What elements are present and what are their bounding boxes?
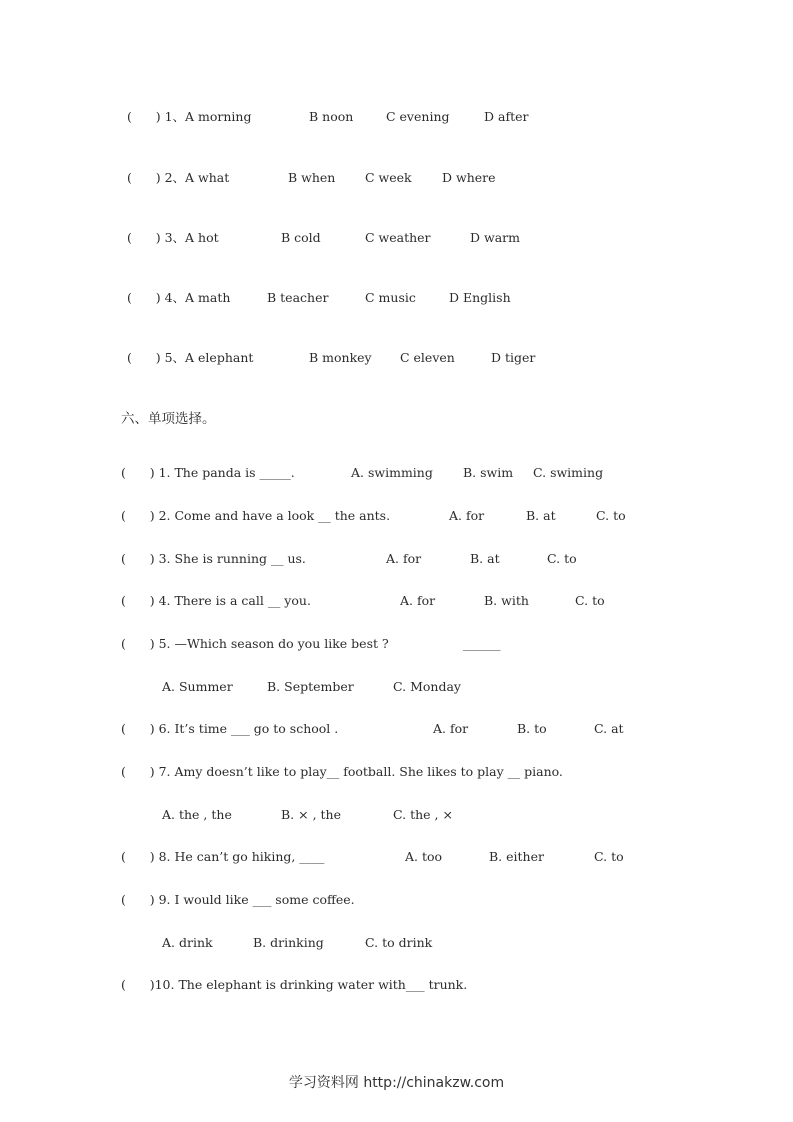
section-heading: 六、单项选择。 — [121, 411, 216, 427]
item-4-option-b: B teacher — [267, 290, 329, 305]
item-4-option-d: D English — [449, 290, 511, 305]
question-3-option-a: A. for — [386, 551, 422, 566]
question-2-stem: ( ) 2. Come and have a look __ the ants. — [121, 508, 391, 523]
question-7-option-b: B. × , the — [281, 807, 341, 822]
question-2-option-c: C. to — [596, 508, 626, 523]
question-9-option-a: A. drink — [162, 935, 213, 950]
item-5-prefix: ( ) 5、A elephant — [127, 350, 254, 365]
item-5-option-d: D tiger — [491, 350, 536, 365]
item-4-prefix: ( ) 4、A math — [127, 290, 231, 305]
item-3-option-d: D warm — [470, 230, 520, 245]
item-1-option-c: C evening — [386, 109, 450, 124]
item-3-option-b: B cold — [281, 230, 321, 245]
question-3-option-c: C. to — [547, 551, 577, 566]
item-5-option-b: B monkey — [309, 350, 372, 365]
question-9-option-c: C. to drink — [365, 935, 433, 950]
question-1-stem: ( ) 1. The panda is _____. — [121, 465, 295, 480]
item-3-option-c: C weather — [365, 230, 431, 245]
page-footer: 学习资料网 http://chinakzw.com — [288, 1075, 505, 1091]
question-1-option-c: C. swiming — [533, 465, 604, 480]
question-5-stem: ( ) 5. —Which season do you like best ? — [121, 636, 389, 651]
item-1-option-b: B noon — [309, 109, 354, 124]
question-4-option-a: A. for — [400, 593, 436, 608]
item-5-option-c: C eleven — [400, 350, 455, 365]
question-1-option-b: B. swim — [463, 465, 514, 480]
question-2-option-a: A. for — [449, 508, 485, 523]
question-3-stem: ( ) 3. She is running __ us. — [121, 551, 306, 566]
question-2-option-b: B. at — [526, 508, 556, 523]
question-1-option-a: A. swimming — [351, 465, 433, 480]
question-5-option-c: C. Monday — [393, 679, 461, 694]
question-8-option-a: A. too — [405, 849, 443, 864]
question-6-stem: ( ) 6. It’s time ___ go to school . — [121, 721, 339, 736]
item-2-option-d: D where — [442, 170, 496, 185]
question-9-stem: ( ) 9. I would like ___ some coffee. — [121, 892, 355, 907]
question-4-stem: ( ) 4. There is a call __ you. — [121, 593, 311, 608]
question-5-answer-blank: ______ — [463, 636, 501, 651]
question-6-option-b: B. to — [517, 721, 547, 736]
question-6-option-c: C. at — [594, 721, 624, 736]
question-7-option-c: C. the , × — [393, 807, 453, 822]
question-8-stem: ( ) 8. He can’t go hiking, ____ — [121, 849, 325, 864]
question-4-option-b: B. with — [484, 593, 529, 608]
question-9-option-b: B. drinking — [253, 935, 324, 950]
item-2-option-c: C week — [365, 170, 412, 185]
item-3-prefix: ( ) 3、A hot — [127, 230, 219, 245]
question-6-option-a: A. for — [433, 721, 469, 736]
question-3-option-b: B. at — [470, 551, 500, 566]
question-7-option-a: A. the , the — [162, 807, 232, 822]
item-1-prefix: ( ) 1、A morning — [127, 109, 252, 124]
question-5-option-a: A. Summer — [162, 679, 233, 694]
item-4-option-c: C music — [365, 290, 416, 305]
item-1-option-d: D after — [484, 109, 529, 124]
question-8-option-c: C. to — [594, 849, 624, 864]
item-2-prefix: ( ) 2、A what — [127, 170, 230, 185]
question-10-stem: ( )10. The elephant is drinking water with___ trunk. — [121, 977, 468, 992]
item-2-option-b: B when — [288, 170, 336, 185]
question-5-option-b: B. September — [267, 679, 354, 694]
question-8-option-b: B. either — [489, 849, 544, 864]
question-4-option-c: C. to — [575, 593, 605, 608]
question-7-stem: ( ) 7. Amy doesn’t like to play__ football. She likes to play __ piano. — [121, 764, 563, 779]
